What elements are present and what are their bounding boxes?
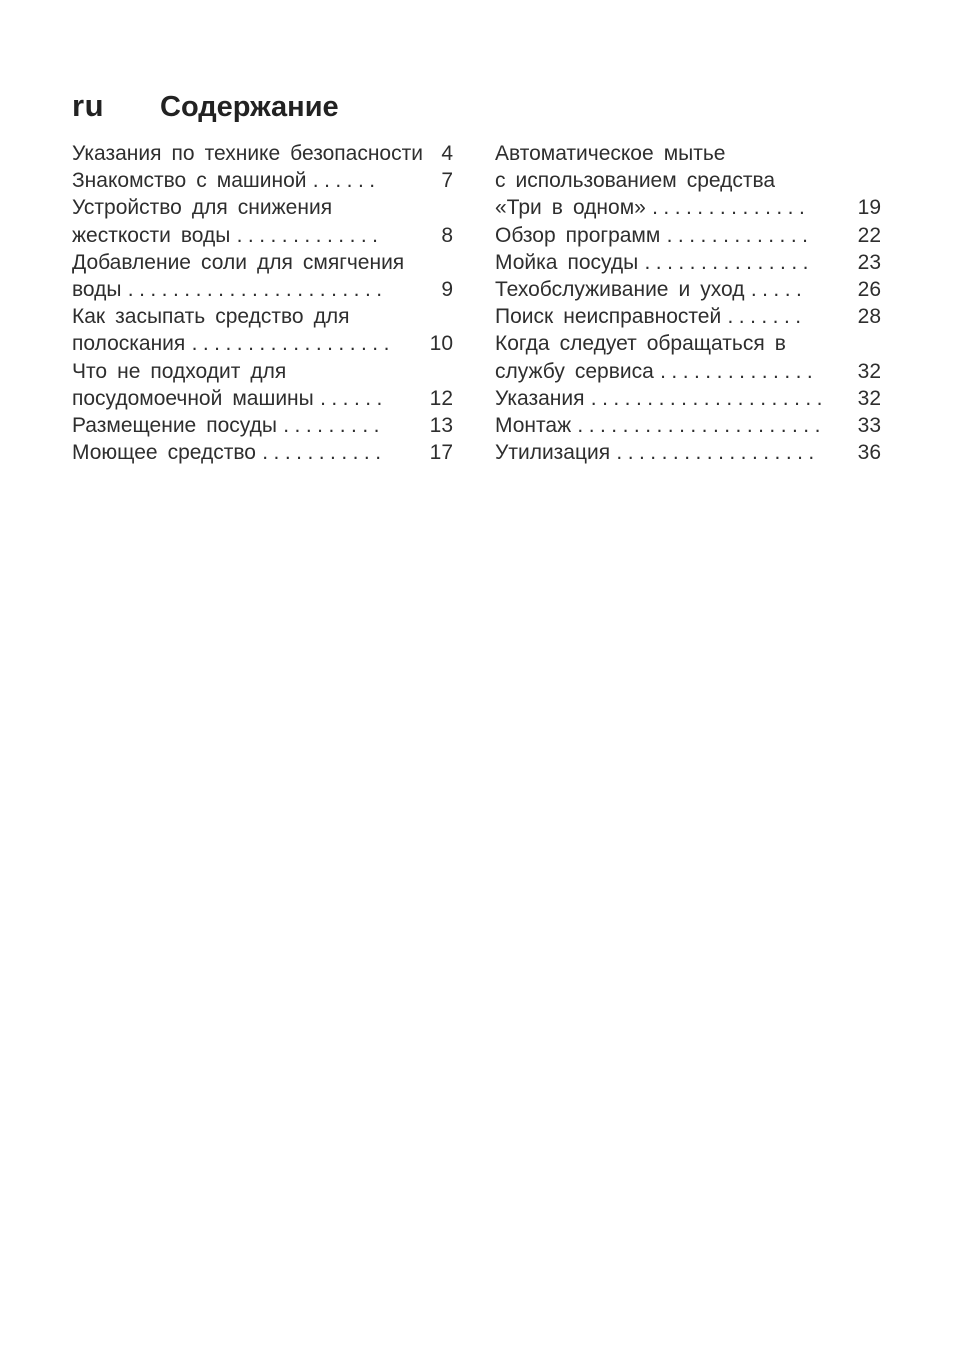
dot-leader: .....	[750, 277, 808, 301]
dot-leader: .........	[283, 413, 385, 437]
dot-leader: ..................	[616, 441, 820, 465]
toc-page-number: 32	[857, 386, 881, 410]
language-code: ru	[72, 88, 104, 123]
toc-line	[495, 412, 881, 439]
toc-page-number: 32	[857, 359, 881, 383]
toc-line	[495, 249, 881, 276]
toc-line	[72, 303, 453, 330]
toc-entry-text: Утилизация	[495, 441, 611, 465]
toc-line	[72, 167, 453, 194]
toc-entry-text: полоскания	[72, 332, 186, 356]
toc-entry-text: Автоматическое мытье	[495, 142, 726, 165]
dot-leader: .............	[236, 223, 384, 247]
toc-entry-text: Добавление соли для смягчения	[72, 250, 405, 274]
dot-leader: ...........	[262, 441, 387, 465]
dot-leader: ......................	[577, 413, 826, 437]
toc-line	[495, 276, 881, 303]
toc-entry-text: воды	[72, 277, 122, 301]
toc-entry-text: Как засыпать средство для	[72, 305, 350, 329]
toc-line	[495, 140, 881, 167]
toc-page-number: 4	[441, 142, 453, 165]
toc-page-number: 7	[441, 169, 453, 193]
toc-content	[72, 88, 884, 466]
toc-page-number: 23	[857, 250, 881, 274]
page-title: Содержание	[160, 91, 339, 123]
toc-line	[495, 222, 881, 249]
toc-line	[72, 358, 453, 385]
toc-entry-text: Знакомство с машиной	[72, 169, 307, 193]
toc-page-number: 10	[429, 332, 453, 356]
toc-entry-text: Техобслуживание и уход	[495, 277, 745, 301]
toc-line	[495, 358, 881, 385]
toc-entry-text: с использованием средства	[495, 169, 776, 193]
toc-line	[72, 385, 453, 412]
toc-line	[72, 330, 453, 357]
toc-column-right	[495, 140, 881, 466]
dot-leader: .....................	[590, 386, 828, 410]
toc-page-number: 26	[857, 277, 881, 301]
dot-leader: ..................	[191, 332, 395, 356]
toc-entry-text: Моющее средство	[72, 441, 256, 465]
toc-line	[495, 194, 881, 221]
toc-page-number: 22	[857, 223, 881, 247]
toc-page-number: 33	[857, 413, 881, 437]
toc-entry-text: Когда следует обращаться в	[495, 332, 786, 356]
toc-columns	[72, 140, 884, 466]
toc-line	[72, 194, 453, 221]
toc-line	[72, 249, 453, 276]
toc-entry-text: Монтаж	[495, 413, 572, 437]
toc-entry-text: Что не подходит для	[72, 359, 287, 383]
toc-entry-text: посудомоечной машины	[72, 386, 314, 410]
toc-page-number: 13	[429, 413, 453, 437]
toc-entry-text: Размещение посуды	[72, 413, 277, 437]
toc-entry-text: Мойка посуды	[495, 250, 639, 274]
dot-leader: ......	[312, 169, 381, 193]
toc-entry-text: службу сервиса	[495, 359, 654, 383]
toc-page-number: 9	[441, 277, 453, 301]
toc-page-number: 12	[429, 386, 453, 410]
toc-page-number: 17	[429, 441, 453, 465]
page-header	[72, 88, 884, 128]
dot-leader: ...............	[644, 250, 814, 274]
toc-line	[72, 276, 453, 303]
toc-line	[72, 140, 453, 167]
dot-leader: ..............	[660, 359, 819, 383]
toc-page-number: 8	[441, 223, 453, 247]
toc-column-left	[72, 140, 453, 466]
toc-entry-text: «Три в одном»	[495, 196, 646, 220]
toc-page-number: 19	[857, 196, 881, 220]
toc-line	[495, 385, 881, 412]
toc-line	[495, 439, 881, 466]
toc-line	[72, 222, 453, 249]
toc-line	[72, 412, 453, 439]
toc-entry-text: Поиск неисправностей	[495, 305, 722, 329]
toc-line	[495, 167, 881, 194]
toc-line	[495, 303, 881, 330]
toc-entry-text: жесткости воды	[72, 223, 231, 247]
dot-leader: .......................	[127, 277, 388, 301]
toc-page-number: 36	[857, 441, 881, 465]
dot-leader: .......	[727, 305, 807, 329]
toc-line	[72, 439, 453, 466]
toc-entry-text: Устройство для снижения	[72, 196, 333, 220]
toc-line	[495, 330, 881, 357]
toc-entry-text: Указания по технике безопасности	[72, 142, 423, 165]
dot-leader: ..............	[652, 196, 811, 220]
toc-entry-text: Обзор программ	[495, 223, 661, 247]
toc-entry-text: Указания	[495, 386, 585, 410]
dot-leader: ......	[320, 386, 388, 410]
dot-leader: .............	[666, 223, 814, 247]
toc-page-number: 28	[857, 305, 881, 329]
